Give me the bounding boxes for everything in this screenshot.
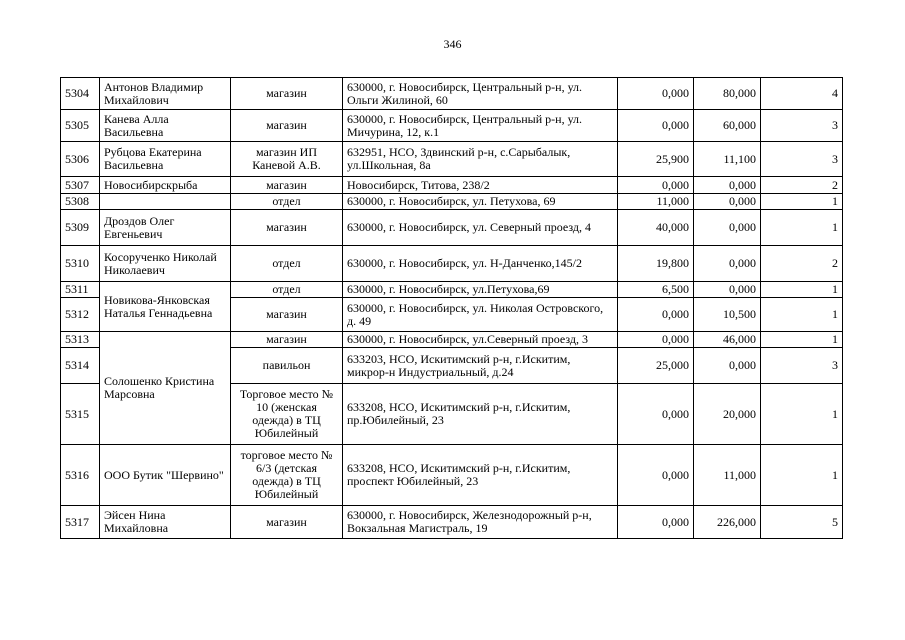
object-type: отдел bbox=[231, 282, 343, 298]
address: 630000, г. Новосибирск, Железнодорожный р-н, Вокзальная Магистраль, 19 bbox=[343, 506, 618, 539]
table-row bbox=[61, 282, 843, 298]
table-row bbox=[61, 142, 843, 177]
value-2: 11,100 bbox=[694, 142, 761, 177]
value-3: 1 bbox=[761, 332, 843, 348]
row-number: 5310 bbox=[61, 246, 100, 282]
register-table bbox=[60, 77, 843, 539]
address: 630000, г. Новосибирск, Центральный р-н, ул. Ольги Жилиной, 60 bbox=[343, 78, 618, 110]
value-2: 0,000 bbox=[694, 348, 761, 384]
value-3: 5 bbox=[761, 506, 843, 539]
address: 632951, НСО, Здвинский р-н, с.Сарыбалык, ул.Школьная, 8а bbox=[343, 142, 618, 177]
value-1: 0,000 bbox=[618, 177, 694, 194]
owner-name: Косорученко Николай Николаевич bbox=[100, 246, 231, 282]
value-2: 80,000 bbox=[694, 78, 761, 110]
row-number: 5305 bbox=[61, 110, 100, 142]
table-row bbox=[61, 210, 843, 246]
owner-name: ООО Бутик "Шервино" bbox=[100, 445, 231, 506]
value-1: 0,000 bbox=[618, 78, 694, 110]
object-type: магазин bbox=[231, 332, 343, 348]
table-row bbox=[61, 110, 843, 142]
value-2: 226,000 bbox=[694, 506, 761, 539]
value-1: 0,000 bbox=[618, 298, 694, 332]
value-3: 1 bbox=[761, 282, 843, 298]
address: 633208, НСО, Искитимский р-н, г.Искитим, проспект Юбилейный, 23 bbox=[343, 445, 618, 506]
object-type: магазин bbox=[231, 177, 343, 194]
value-2: 0,000 bbox=[694, 194, 761, 210]
object-type: торговое место № 6/3 (детская одежда) в ТЦ Юбилейный bbox=[231, 445, 343, 506]
value-1: 0,000 bbox=[618, 332, 694, 348]
value-2: 46,000 bbox=[694, 332, 761, 348]
row-number: 5307 bbox=[61, 177, 100, 194]
value-3: 1 bbox=[761, 194, 843, 210]
table-row bbox=[61, 506, 843, 539]
value-3: 1 bbox=[761, 210, 843, 246]
table-row bbox=[61, 194, 843, 210]
owner-name: Новосибирскрыба bbox=[100, 177, 231, 194]
value-1: 25,000 bbox=[618, 348, 694, 384]
owner-name: Дроздов Олег Евгеньевич bbox=[100, 210, 231, 246]
object-type: магазин bbox=[231, 110, 343, 142]
owner-name: Канева Алла Васильевна bbox=[100, 110, 231, 142]
value-2: 0,000 bbox=[694, 210, 761, 246]
value-2: 0,000 bbox=[694, 177, 761, 194]
value-3: 1 bbox=[761, 384, 843, 445]
value-1: 0,000 bbox=[618, 445, 694, 506]
object-type: магазин bbox=[231, 78, 343, 110]
value-2: 11,000 bbox=[694, 445, 761, 506]
table-row bbox=[61, 177, 843, 194]
address: 630000, г. Новосибирск, ул. Н-Данченко,145/2 bbox=[343, 246, 618, 282]
object-type: магазин bbox=[231, 506, 343, 539]
address: 630000, г. Новосибирск, ул. Николая Островского, д. 49 bbox=[343, 298, 618, 332]
value-3: 2 bbox=[761, 246, 843, 282]
table-row bbox=[61, 332, 843, 348]
address: 630000, г. Новосибирск, Центральный р-н, ул. Мичурина, 12, к.1 bbox=[343, 110, 618, 142]
value-1: 19,800 bbox=[618, 246, 694, 282]
value-3: 1 bbox=[761, 298, 843, 332]
value-1: 0,000 bbox=[618, 110, 694, 142]
value-1: 11,000 bbox=[618, 194, 694, 210]
address: Новосибирск, Титова, 238/2 bbox=[343, 177, 618, 194]
object-type: магазин ИП Каневой А.В. bbox=[231, 142, 343, 177]
object-type: павильон bbox=[231, 348, 343, 384]
table-row bbox=[61, 246, 843, 282]
value-2: 20,000 bbox=[694, 384, 761, 445]
address: 630000, г. Новосибирск, ул. Северный проезд, 4 bbox=[343, 210, 618, 246]
row-number: 5306 bbox=[61, 142, 100, 177]
value-3: 2 bbox=[761, 177, 843, 194]
row-number: 5311 bbox=[61, 282, 100, 298]
owner-name: Антонов Владимир Михайлович bbox=[100, 78, 231, 110]
value-1: 0,000 bbox=[618, 506, 694, 539]
value-1: 40,000 bbox=[618, 210, 694, 246]
row-number: 5316 bbox=[61, 445, 100, 506]
address: 633203, НСО, Искитимский р-н, г.Искитим, микрор-н Индустриальный, д.24 bbox=[343, 348, 618, 384]
value-3: 3 bbox=[761, 348, 843, 384]
address: 630000, г. Новосибирск, ул.Северный проезд, 3 bbox=[343, 332, 618, 348]
value-2: 60,000 bbox=[694, 110, 761, 142]
owner-name bbox=[100, 194, 231, 210]
owner-name: Новикова-Янковская Наталья Геннадьевна bbox=[100, 282, 231, 332]
page-number: 346 bbox=[443, 37, 462, 51]
value-3: 3 bbox=[761, 142, 843, 177]
object-type: магазин bbox=[231, 298, 343, 332]
object-type: магазин bbox=[231, 210, 343, 246]
table-row bbox=[61, 445, 843, 506]
row-number: 5317 bbox=[61, 506, 100, 539]
value-3: 3 bbox=[761, 110, 843, 142]
address: 633208, НСО, Искитимский р-н, г.Искитим, пр.Юбилейный, 23 bbox=[343, 384, 618, 445]
object-type: Торговое место № 10 (женская одежда) в ТЦ Юбилейный bbox=[231, 384, 343, 445]
value-1: 0,000 bbox=[618, 384, 694, 445]
address: 630000, г. Новосибирск, ул.Петухова,69 bbox=[343, 282, 618, 298]
row-number: 5314 bbox=[61, 348, 100, 384]
owner-name: Эйсен Нина Михайловна bbox=[100, 506, 231, 539]
row-number: 5309 bbox=[61, 210, 100, 246]
value-1: 25,900 bbox=[618, 142, 694, 177]
value-2: 0,000 bbox=[694, 246, 761, 282]
row-number: 5313 bbox=[61, 332, 100, 348]
value-3: 4 bbox=[761, 78, 843, 110]
table-row bbox=[61, 78, 843, 110]
object-type: отдел bbox=[231, 246, 343, 282]
owner-name: Рубцова Екатерина Васильевна bbox=[100, 142, 231, 177]
value-1: 6,500 bbox=[618, 282, 694, 298]
row-number: 5308 bbox=[61, 194, 100, 210]
row-number: 5312 bbox=[61, 298, 100, 332]
value-3: 1 bbox=[761, 445, 843, 506]
row-number: 5304 bbox=[61, 78, 100, 110]
row-number: 5315 bbox=[61, 384, 100, 445]
object-type: отдел bbox=[231, 194, 343, 210]
address: 630000, г. Новосибирск, ул. Петухова, 69 bbox=[343, 194, 618, 210]
value-2: 0,000 bbox=[694, 282, 761, 298]
owner-name: Солошенко Кристина Марсовна bbox=[100, 332, 231, 445]
value-2: 10,500 bbox=[694, 298, 761, 332]
